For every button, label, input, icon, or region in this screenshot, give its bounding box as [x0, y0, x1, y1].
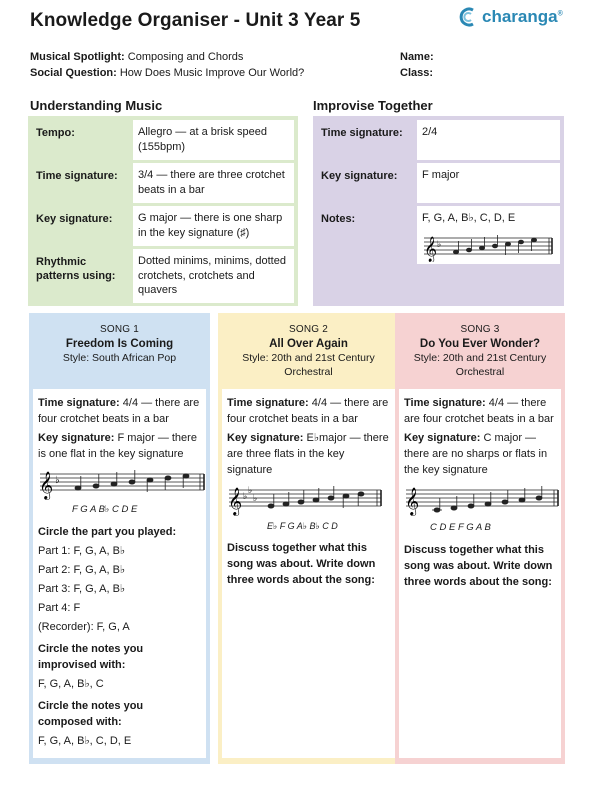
row-time-signature [32, 163, 294, 203]
song-1-composed-notes[interactable]: F, G, A, B♭, C, D, E [38, 735, 132, 747]
song-1-part-3[interactable]: Part 3: F, G, A, B♭ [38, 583, 126, 595]
song-1-part-2[interactable]: Part 2: F, G, A, B♭ [38, 564, 126, 576]
value-rhythmic-patterns: Dotted minims, minims, dotted crotchets, crotchets and quavers [133, 249, 294, 303]
value-tempo: Allegro — at a brisk speed (155bpm) [133, 120, 294, 160]
row-improvise-time [317, 120, 560, 160]
svg-text:♭: ♭ [253, 494, 258, 504]
song-1-number: SONG 1 [100, 324, 139, 335]
name-field[interactable]: Name: [400, 51, 434, 63]
song-3-card [395, 313, 565, 764]
song-3-body [399, 389, 561, 758]
song-1-style: Style: South African Pop [62, 352, 177, 364]
song-1-time-signature: Time signature: 4/4 — there are four crotchet beats in a bar [38, 397, 200, 425]
row-key-signature [32, 206, 294, 246]
song-1-circle-part-label: Circle the part you played: [38, 526, 177, 538]
song-1-header [33, 317, 206, 389]
understanding-panel [28, 116, 298, 306]
charanga-logo [459, 7, 563, 27]
svg-text:𝄞: 𝄞 [228, 487, 243, 515]
improvise-staff [422, 230, 555, 262]
song-1-part-1[interactable]: Part 1: F, G, A, B♭ [38, 545, 126, 557]
song-2-body [222, 389, 395, 758]
song-1-key-signature: Key signature: F major — there is one flat in the key signature [38, 432, 197, 460]
song-2-number: SONG 2 [289, 324, 328, 335]
row-rhythmic-patterns [32, 249, 294, 303]
svg-text:♭: ♭ [55, 475, 60, 486]
song-3-style: Style: 20th and 21st Century Orchestral [413, 352, 547, 378]
value-improvise-key: F major [417, 163, 560, 203]
song-2-note-names: E♭ F G A♭ B♭ C D [267, 521, 338, 531]
song-1-title: Freedom Is Coming [65, 338, 174, 350]
label-time-signature: Time signature: [36, 170, 118, 182]
song-2-key-signature: Key signature: E♭major — there are three flats in the key signature [227, 432, 389, 476]
song-1-note-names: F G A B♭ C D E [72, 504, 138, 515]
song-3-staff [404, 482, 560, 518]
logo-text: charanga® [482, 7, 563, 26]
label-improvise-key: Key signature: [321, 170, 398, 182]
song-1-part-4[interactable]: Part 4: F [38, 602, 81, 614]
song-3-header [399, 317, 561, 389]
label-rhythmic-patterns: Rhythmic patterns using: [36, 256, 116, 282]
label-key-signature: Key signature: [36, 213, 113, 225]
song-3-time-signature: Time signature: 4/4 — there are four crotchet beats in a bar [404, 397, 554, 425]
class-field[interactable]: Class: [400, 67, 434, 79]
song-3-key-signature: Key signature: C major — there are no sharps or flats in the key signature [404, 432, 548, 476]
song-2-header [222, 317, 395, 389]
song-3-number: SONG 3 [460, 324, 500, 335]
song-1-body [33, 389, 206, 758]
row-improvise-notes [317, 206, 560, 264]
improvise-heading: Improvise Together [313, 98, 433, 113]
label-improvise-notes: Notes: [321, 213, 356, 225]
page-title: Knowledge Organiser - Unit 3 Year 5 [30, 10, 361, 31]
social-question: Social Question: How Does Music Improve Our World? [30, 67, 305, 79]
song-1-staff [38, 466, 206, 500]
svg-text:♭: ♭ [248, 486, 253, 496]
song-2-style: Style: 20th and 21st Century Orchestral [242, 352, 375, 378]
song-2-title: All Over Again [269, 338, 348, 350]
label-improvise-time: Time signature: [321, 127, 403, 139]
song-1-composed-label: Circle the notes you composed with: [38, 700, 144, 728]
song-1-improvised-notes[interactable]: F, G, A, B♭, C [38, 678, 104, 690]
song-3-discuss: Discuss together what this song was about. Write down three words about the song: [404, 544, 553, 588]
song-2-discuss: Discuss together what this song was about. Write down three words about the song: [227, 542, 376, 586]
song-2-card [218, 313, 399, 764]
svg-text:𝄞: 𝄞 [405, 487, 420, 515]
value-improvise-notes [417, 206, 560, 264]
row-tempo [32, 120, 294, 160]
song-2-time-signature: Time signature: 4/4 — there are four crotchet beats in a bar [227, 397, 389, 425]
label-tempo: Tempo: [36, 127, 75, 139]
value-time-signature: 3/4 — there are three crotchet beats in a bar [133, 163, 294, 203]
row-improvise-key [317, 163, 560, 203]
svg-text:𝄞: 𝄞 [424, 236, 438, 262]
song-1-card [29, 313, 210, 764]
song-1-improvised-label: Circle the notes you improvised with: [38, 643, 144, 671]
song-3-note-names: C D E F G A B [430, 522, 491, 533]
song-3-title: Do You Ever Wonder? [419, 338, 541, 350]
improvise-panel [313, 116, 564, 306]
song-2-staff [227, 482, 383, 516]
svg-text:♭: ♭ [243, 492, 248, 502]
improvise-notes-text: F, G, A, B♭, C, D, E [422, 212, 516, 224]
value-improvise-time: 2/4 [417, 120, 560, 160]
understanding-heading: Understanding Music [30, 98, 163, 113]
musical-spotlight: Musical Spotlight: Composing and Chords [30, 51, 244, 63]
value-key-signature: G major — there is one sharp in the key signature (♯) [133, 206, 294, 246]
song-1-part-recorder[interactable]: (Recorder): F, G, A [38, 621, 130, 633]
svg-text:♭: ♭ [437, 239, 442, 250]
svg-text:𝄞: 𝄞 [39, 471, 54, 499]
charanga-logo-icon [459, 7, 479, 27]
